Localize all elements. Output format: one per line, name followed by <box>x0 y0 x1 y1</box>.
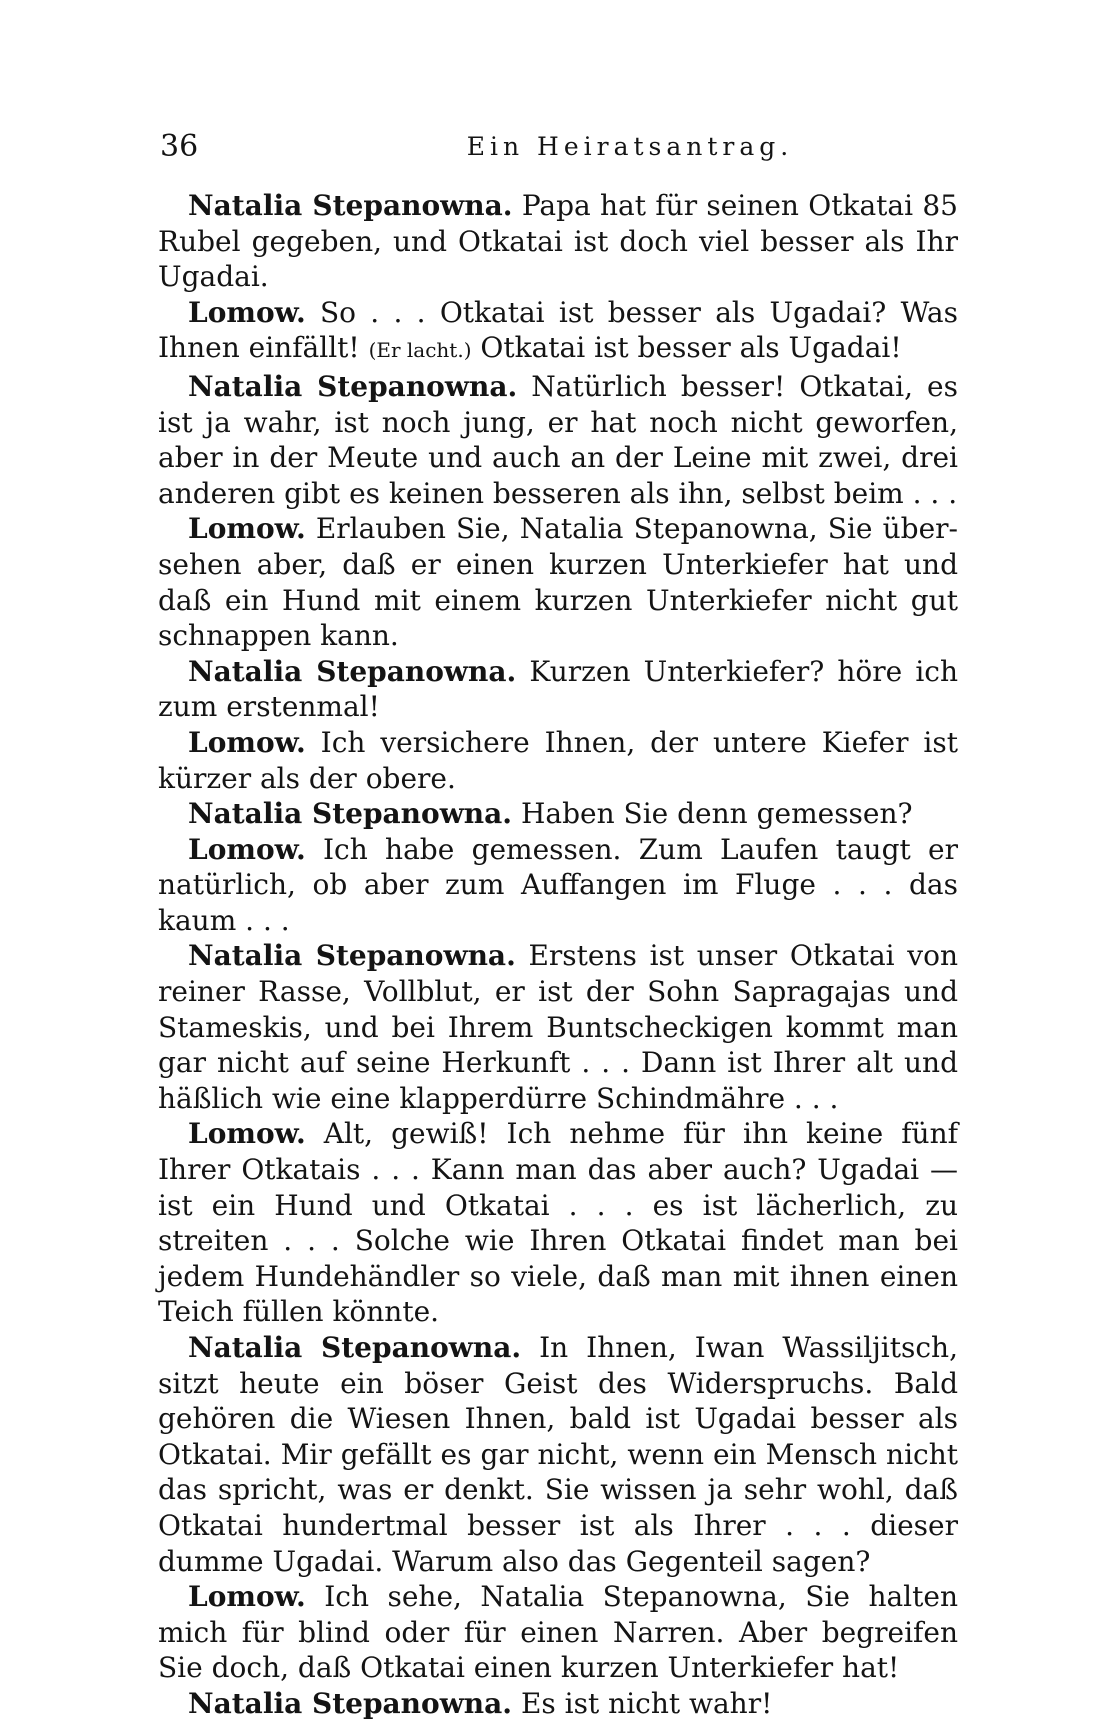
dialogue-paragraph <box>158 188 958 295</box>
stage-direction: (Er lacht.) <box>368 338 472 363</box>
speech-text: Erlauben Sie, Natalia Stepanowna, Sie übersehen aber, daß er einen kurzen Unterkiefer hat und daß ein Hund mit einem kurzen Unterkiefer nicht gut schnappen kann. <box>158 512 958 653</box>
speaker-name: Natalia Stepanowna. <box>188 189 513 222</box>
speech-text: Natürlich besser! Otkatai, es ist ja wahr, ist noch jung, er hat noch nicht geworfen, aber in der Meute und auch an der Leine mit zwei, drei anderen gibt es keinen besseren als ihn, selbst beim . . . <box>158 369 958 510</box>
dialogue-paragraph <box>158 511 958 653</box>
speaker-name: Lomow. <box>188 1580 306 1614</box>
speaker-name: Natalia Stepanowna. <box>188 654 517 688</box>
dialogue-body <box>158 188 958 1722</box>
running-title: Ein Heiratsantrag. <box>466 132 794 161</box>
dialogue-paragraph <box>158 796 958 832</box>
speaker-name: Natalia Stepanowna. <box>188 797 513 831</box>
dialogue-paragraph <box>158 725 958 796</box>
dialogue-paragraph <box>158 832 958 939</box>
speaker-name: Lomow. <box>188 1117 306 1151</box>
speech-text: Ich sehe, Natalia Stepanowna, Sie halten mich für blind oder für einen Narren. Aber begreifen Sie doch, daß Otkatai einen kurzen Unterkiefer hat! <box>158 1580 958 1685</box>
dialogue-paragraph <box>158 938 958 1116</box>
speaker-name: Lomow. <box>188 832 306 866</box>
speech-text: Ich versichere Ihnen, der untere Kiefer ist kürzer als der obere. <box>158 725 958 795</box>
speech-text: Haben Sie denn gemessen? <box>520 797 913 831</box>
speaker-name: Natalia Stepanowna. <box>188 1686 513 1720</box>
page-header <box>160 122 960 172</box>
dialogue-paragraph <box>158 1686 958 1722</box>
dialogue-paragraph <box>158 295 958 369</box>
speech-text: Kurzen Unterkiefer? höre ich zum erstenmal! <box>158 654 959 724</box>
speech-text: Otkatai ist besser als Ugadai! <box>480 331 902 365</box>
speech-text: Es ist nicht wahr! <box>520 1686 773 1720</box>
speaker-name: Lomow. <box>188 295 306 329</box>
speech-text: Ich habe gemessen. Zum Laufen taugt er natürlich, ob aber zum Auffangen im Fluge . . . das kaum . . . <box>158 832 958 937</box>
speaker-name: Natalia Stepanowna. <box>188 1331 522 1364</box>
dialogue-paragraph <box>158 1330 958 1579</box>
speech-text: In Ihnen, Iwan Wassiljitsch, sitzt heute ein böser Geist des Widerspruchs. Bald gehören die Wiesen Ihnen, bald ist Ugadai besser als Otkatai. Mir gefällt es gar nicht, wenn ein Mensch nicht das spricht, was er denkt. Sie wissen ja sehr wohl, daß Otkatai hundertmal besser ist als Ihrer . . . dieser dumme Ugadai. Warum also das Gegenteil sagen? <box>158 1331 958 1578</box>
speech-text: So . . . Otkatai ist besser als Ugadai? Was Ihnen einfällt! <box>158 295 958 365</box>
speech-text: Erstens ist unser Otkatai von reiner Rasse, Vollblut, er ist der Sohn Sapragajas und Stameskis, und bei Ihrem Buntscheckigen kommt man gar nicht auf seine Herkunft . . . Dann ist Ihrer alt und häßlich wie eine klapperdürre Schindmähre . . . <box>158 939 958 1115</box>
speaker-name: Natalia Stepanowna. <box>188 369 518 403</box>
dialogue-paragraph <box>158 1579 958 1686</box>
speech-text: Papa hat für seinen Otkatai 85 Rubel gegeben, und Otkatai ist doch viel besser als Ihr Ugadai. <box>158 189 958 294</box>
page-number: 36 <box>160 129 199 164</box>
dialogue-paragraph <box>158 369 958 511</box>
speaker-name: Natalia Stepanowna. <box>188 939 516 973</box>
speaker-name: Lomow. <box>188 725 306 759</box>
speech-text: Alt, gewiß! Ich nehme für ihn keine fünf Ihrer Otkatais . . . Kann man das aber auch? Ugadai — ist ein Hund und Otkatai . . . es ist lächerlich, zu streiten . . . Solche wie Ihren Otkatai findet man bei jedem Hundehändler so viele, daß man mit ihnen einen Teich füllen könnte. <box>158 1117 958 1329</box>
speaker-name: Lomow. <box>188 512 306 546</box>
dialogue-paragraph <box>158 654 958 725</box>
dialogue-paragraph <box>158 1116 958 1330</box>
